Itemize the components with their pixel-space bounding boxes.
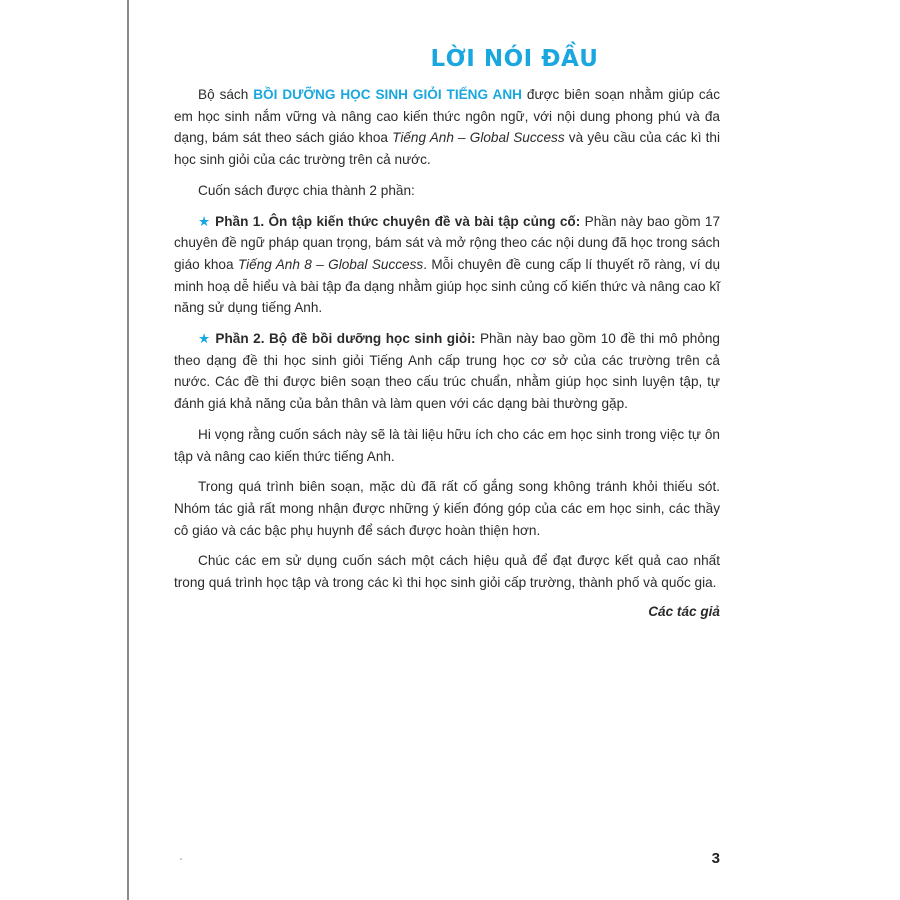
book-series-name: BỒI DƯỠNG HỌC SINH GIỎI TIẾNG ANH	[253, 87, 522, 102]
part1-text-end: . Mỗi chuyên đề cung cấp lí thuyết rõ ràng, ví dụ minh hoạ dễ hiểu và bài tập đa dạng nhằm giúp học sinh củng cố kiến thức và nâng cao kĩ năng sử dụng tiếng Anh.	[174, 256, 720, 316]
intro-paragraph	[174, 84, 720, 171]
hope-paragraph: Hi vọng rằng cuốn sách này sẽ là tài liệu hữu ích cho các em học sinh trong việc tự ôn tập và nâng cao kiến thức tiếng Anh.	[174, 426, 720, 464]
page-spine-line	[127, 0, 129, 900]
feedback-paragraph: Trong quá trình biên soạn, mặc dù đã rất cố gắng song không tránh khỏi thiếu sót. Nhóm tác giả rất mong nhận được những ý kiến đóng góp của các em học sinh, các thầy cô giáo và các bậc phụ huynh để sách được hoàn thiện hơn.	[174, 479, 720, 538]
part1-textbook-title: Tiếng Anh 8 – Global Success	[237, 256, 424, 272]
authors-signature: Các tác giả	[648, 603, 720, 619]
page-number: 3	[711, 850, 720, 867]
intro-text-middle: được biên soạn nhằm giúp các em học sinh nắm vững và nâng cao kiến thức ngôn ngữ, với nội dung phong phú và đa dạng, bám sát theo sách giáo khoa	[174, 87, 720, 146]
part2-paragraph	[174, 328, 720, 415]
intro-text-start: Bộ sách	[198, 87, 254, 102]
wishes-paragraph: Chúc các em sử dụng cuốn sách một cách hiệu quả để đạt được kết quả cao nhất trong quá trình học tập và trong các kì thi học sinh giỏi cấp trường, thành phố và quốc gia.	[174, 553, 720, 591]
part1-paragraph	[174, 211, 720, 320]
intro-text-end: và yêu cầu của các kì thi học sinh giỏi của các trường trên cả nước.	[174, 130, 721, 168]
star-icon: ★	[198, 331, 211, 347]
structure-paragraph: Cuốn sách được chia thành 2 phần:	[198, 182, 415, 198]
part1-heading: Phần 1. Ôn tập kiến thức chuyên đề và bài tập củng cố:	[215, 213, 581, 229]
textbook-title: Tiếng Anh – Global Success	[392, 130, 565, 146]
part1-text-start: Phần này bao gồm 17 chuyên đề ngữ pháp quan trọng, bám sát và mở rộng theo các nội dung đã học trong sách giáo khoa	[174, 213, 721, 272]
page-mark	[180, 858, 182, 860]
part2-heading: Phần 2. Bộ đề bồi dưỡng học sinh giỏi:	[215, 331, 476, 347]
part2-text: Phần này bao gồm 10 đề thi mô phỏng theo dạng đề thi học sinh giỏi Tiếng Anh cấp trung học cơ sở của các trường trên cả nước. Các đề thi được biên soạn theo cấu trúc chuẩn, nhằm giúp học sinh luyện tập, tự đánh giá khả năng của bản thân và làm quen với các dạng bài thường gặp.	[174, 331, 720, 412]
preface-body	[174, 84, 720, 622]
page-title: LỜI NÓI ĐẦU	[430, 46, 599, 72]
star-icon: ★	[198, 213, 211, 229]
